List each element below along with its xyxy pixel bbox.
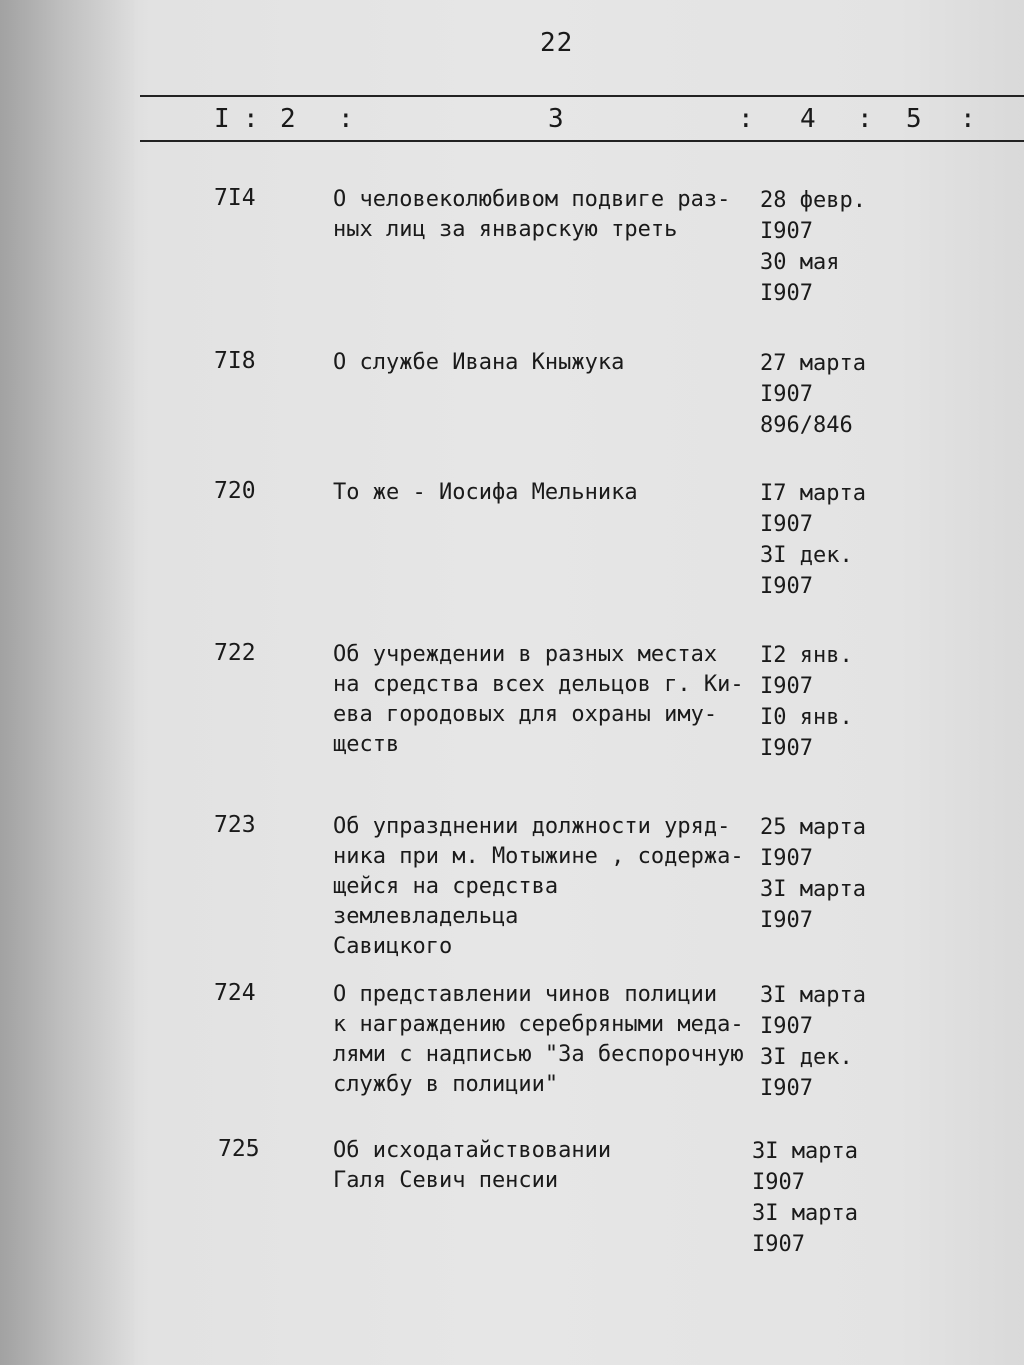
- entry-number: 720: [214, 478, 256, 504]
- entry-title: Об учреждении в разных местах на средства всех дельцов г. Ки- ева городовых для охраны иму- ществ: [333, 642, 744, 757]
- entry-title: О представлении чинов полиции к награждению серебряными меда- лями с надписью "За беспорочную службу в полиции": [333, 982, 744, 1097]
- header-separator: :: [738, 104, 754, 134]
- entry-date: 28 февр.: [760, 188, 866, 213]
- header-separator: :: [338, 104, 354, 134]
- entry-dates: [752, 1136, 882, 1260]
- entry-date: I907: [760, 574, 813, 599]
- entry-date: 3I марта: [760, 983, 866, 1008]
- entry-date: 3I марта: [752, 1201, 858, 1226]
- header-separator: :: [857, 104, 873, 134]
- entry-date: I907: [760, 846, 813, 871]
- header-col-4: 4: [800, 104, 816, 134]
- entry-date: 27 марта: [760, 351, 866, 376]
- entry-date: 25 марта: [760, 815, 866, 840]
- entry-date: I907: [752, 1170, 805, 1195]
- entry-date: I907: [760, 219, 813, 244]
- entry-dates: [760, 478, 890, 602]
- entry-date: I907: [760, 1014, 813, 1039]
- entry-date: 3I дек.: [760, 1045, 853, 1070]
- entry-date: 30 мая: [760, 250, 840, 275]
- entry-date: I0 янв.: [760, 705, 853, 730]
- entry-dates: [760, 812, 890, 936]
- entry-dates: [760, 348, 890, 441]
- entry-date: I907: [760, 512, 813, 537]
- entry-number: 7I8: [214, 348, 256, 374]
- header-col-3: 3: [548, 104, 564, 134]
- entry-number: 725: [218, 1136, 260, 1162]
- entry-title: О человеколюбивом подвиге раз- ных лиц за январскую треть: [333, 187, 731, 242]
- entry-date: 896/846: [760, 413, 853, 438]
- entry-dates: [760, 640, 890, 764]
- entry-number: 724: [214, 980, 256, 1006]
- entry-title: Об упразднении должности уряд- ника при м. Мотыжине , содержа- щейся на средства землевладельца Савицкого: [333, 814, 744, 959]
- entry-date: I2 янв.: [760, 643, 853, 668]
- entry-date: 3I марта: [752, 1139, 858, 1164]
- header-top-rule: [140, 95, 1024, 97]
- entry-number: 723: [214, 812, 256, 838]
- entry-number: 722: [214, 640, 256, 666]
- entry-date: I907: [760, 1076, 813, 1101]
- entry-date: I907: [752, 1232, 805, 1257]
- entry-dates: [760, 980, 890, 1104]
- entry-date: I907: [760, 281, 813, 306]
- entry-title: Об исходатайствовании Галя Севич пенсии: [333, 1138, 612, 1193]
- header-separator: :: [960, 104, 976, 134]
- header-col-5: 5: [906, 104, 922, 134]
- entry-date: I907: [760, 736, 813, 761]
- header-separator: :: [243, 104, 259, 134]
- entry-date: I907: [760, 908, 813, 933]
- page-number: 22: [540, 28, 574, 58]
- entry-date: 3I марта: [760, 877, 866, 902]
- entry-title: О службе Ивана Кныжука: [333, 350, 625, 375]
- header-col-1: I: [214, 104, 230, 134]
- entry-date: I907: [760, 382, 813, 407]
- entry-title: То же - Иосифа Мельника: [333, 480, 638, 505]
- entry-date: 3I дек.: [760, 543, 853, 568]
- entry-date: I907: [760, 674, 813, 699]
- page-gutter-shadow: [0, 0, 135, 1365]
- header-col-2: 2: [280, 104, 296, 134]
- entry-dates: [760, 185, 890, 309]
- header-bottom-rule: [140, 140, 1024, 142]
- entry-number: 7I4: [214, 185, 256, 211]
- entry-date: I7 марта: [760, 481, 866, 506]
